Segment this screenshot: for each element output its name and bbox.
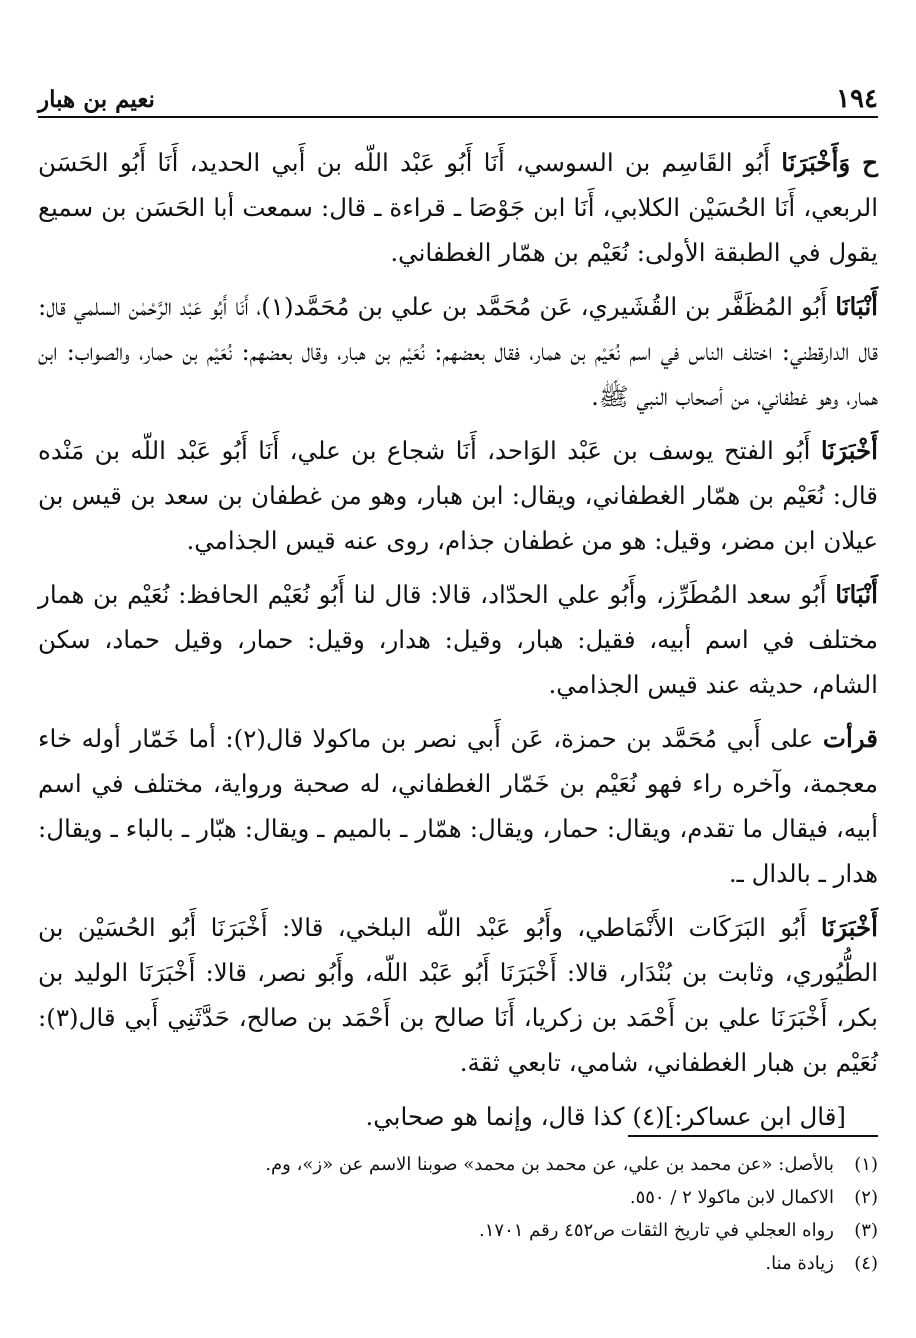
footnote-number: (٣)	[854, 1220, 878, 1241]
paragraph-text: على أَبي مُحَمَّد بن حمزة، عَن أَبي نصر بن ماكولا قال(٢): أما خَمّار أوله خاء معجمة، وآخره راء فهو نُعَيْم بن خَمّار الغطفاني، له صحبة ورواية، مختلف في اسم أبيه، فيقال ما تقدم، ويقال: حمار، ويقال: همّار ـ بالميم ـ ويقال: هبّار ـ بالباء ـ ويقال: هدار ـ بالدال ـ.	[38, 724, 878, 888]
footnote	[38, 1214, 878, 1247]
paragraph	[38, 572, 878, 707]
paragraph	[38, 284, 878, 419]
paragraph-text: أَبُو القَاسِم بن السوسي، أَنَا أَبُو عَبْد اللّه بن أَبي الحديد، أَنَا أَبُو الحَسَن الربعي، أَنَا الحُسَيْن الكلابي، أَنَا ابن جَوْصَا ـ قراءة ـ قال: سمعت أبا الحَسَن بن سميع يقول في الطبقة الأولى: نُعَيْم بن همّار الغطفاني.	[38, 148, 878, 267]
footnote	[38, 1247, 878, 1280]
footnote-text: زيادة منا.	[765, 1253, 834, 1274]
paragraph-text: أَبُو البَرَكَات الأَنْمَاطي، وأَبُو عَبْد اللّه البلخي، قالا: أَخْبَرَنَا أَبُو الحُسَيْن بن الطُّيُوري، وثابت بن بُنْدَار، قالا: أَخْبَرَنَا أَبُو عَبْد اللّه، وأَبُو نصر، قالا: أَخْبَرَنَا الوليد بن بكر، أَخْبَرَنَا علي بن أَحْمَد بن زكريا، أَنَا صالح بن أَحْمَد بن صالح، حَدَّثَنِي أَبي قال(٣): نُعَيْم بن هبار الغطفاني، شامي، تابعي ثقة.	[38, 913, 878, 1077]
page-header	[38, 82, 878, 118]
chain-lead-word: أَنْبَانَا	[835, 292, 878, 321]
paragraph	[38, 140, 878, 275]
paragraph	[38, 905, 878, 1085]
chain-lead-word: قرأت	[822, 724, 878, 753]
page-number: ١٩٤	[836, 84, 878, 114]
footnote-text: رواه العجلي في تاريخ الثقات ص٤٥٢ رقم ١٧٠١.	[479, 1220, 834, 1241]
chain-lead-word: أَخْبَرَنَا	[820, 436, 878, 465]
chain-lead-word: ح وَأَخْبَرَنَا	[781, 148, 878, 177]
footnote-number: (١)	[854, 1154, 878, 1175]
paragraph-text: أَبُو الفتح يوسف بن عَبْد الوَاحد، أَنَا شجاع بن علي، أَنَا أَبُو عَبْد اللّه بن مَنْده قال: نُعَيْم بن همّار الغطفاني، ويقال: ابن هبار، وهو من غطفان بن سعد بن قيس بن عيلان ابن مضر، وقيل: هو من غطفان جذام، روى عنه قيس الجذامي.	[38, 436, 878, 555]
running-title: نعيم بن هبار	[38, 85, 155, 113]
footnote-text: بالأصل: «عن محمد بن علي، عن محمد بن محمد» صوبنا الاسم عن «ز»، وم.	[265, 1154, 834, 1175]
paragraph	[38, 1094, 878, 1139]
chain-lead-word: أَنْبَانَا	[835, 580, 878, 609]
footnote	[38, 1181, 878, 1214]
footnote-text: الاكمال لابن ماكولا ٢ / ٥٥٠.	[629, 1187, 834, 1208]
paragraph	[38, 716, 878, 896]
footnotes	[38, 1148, 878, 1280]
footnote-divider	[628, 1135, 878, 1137]
chain-lead-word: أَخْبَرَنَا	[820, 913, 878, 942]
paragraph-text: أَبُو المُظَفَّر بن القُشَيري، عَن مُحَمَّد بن علي بن مُحَمَّد(١)، أَنَا أَبُو عَبْد الرَّحْمٰن السلمي قال: قال الدارقطني: اختلف الناس في اسم نُعَيْم بن همار، فقال بعضهم: نُعَيْم بن هبار، وقال بعضهم: نُعَيْم بن حمار، والصواب: ابن همار، وهو غطفاني، من أصحاب النبي ﷺ.	[38, 292, 878, 411]
footnote-number: (٢)	[854, 1187, 878, 1208]
paragraph-text: [قال ابن عساكر:](٤) كذا قال، وإنما هو صحابي.	[365, 1102, 846, 1131]
main-text	[38, 140, 878, 1148]
footnote	[38, 1148, 878, 1181]
paragraph-text: أَبُو سعد المُطَرِّز، وأَبُو علي الحدّاد، قالا: قال لنا أَبُو نُعَيْم الحافظ: نُعَيْم بن همار مختلف في اسم أبيه، فقيل: هبار، وقيل: هدار، وقيل: حمار، وقيل حماد، سكن الشام، حديثه عند قيس الجذامي.	[38, 580, 878, 699]
footnote-number: (٤)	[854, 1253, 878, 1274]
paragraph	[38, 428, 878, 563]
